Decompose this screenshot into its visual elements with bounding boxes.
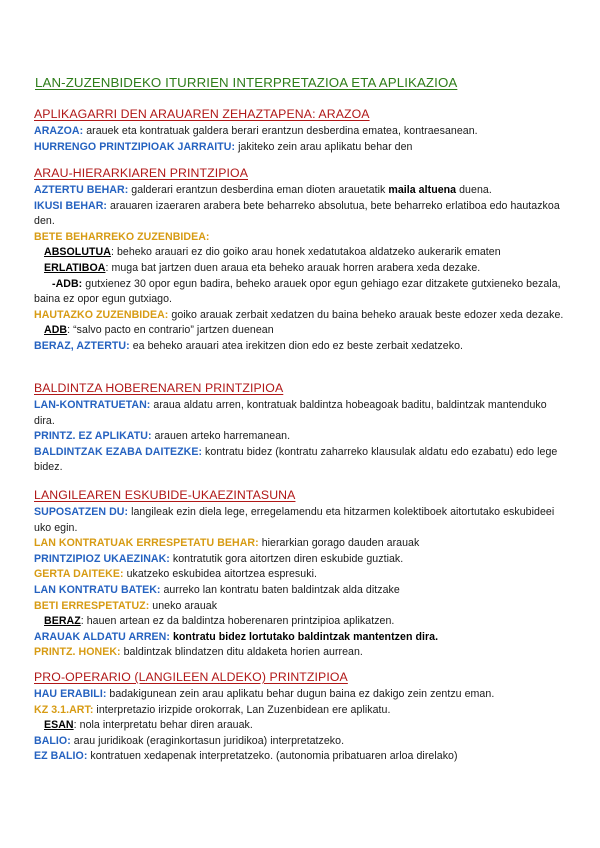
paragraph (34, 323, 564, 339)
paragraph (34, 398, 564, 429)
term: LAN KONTRATUAK ERRESPETATU BEHAR: (34, 537, 259, 550)
text: interpretazio irizpide orokorrak, Lan Zuzenbidean ere aplikatu. (93, 703, 391, 716)
text: goiko arauak zerbait xedatzen du baina beheko arauak beste edozer xeda dezake. (168, 308, 564, 321)
paragraph (34, 199, 564, 230)
term: BALDINTZAK EZABA DAITEZKE: (34, 445, 203, 458)
term: BALIO: (34, 734, 71, 747)
term: HAU ERABILI: (34, 688, 107, 700)
text: badakigunean zein arau aplikatu behar dugun baina ez dakigo zein zentzu eman. (106, 688, 495, 700)
section-baldintza-hoberena (34, 381, 564, 476)
term: ABSOLUTUA (44, 246, 111, 259)
paragraph (34, 140, 564, 156)
text: duena. (456, 184, 492, 196)
term: BETI ERRESPETATUZ: (34, 599, 150, 612)
paragraph (34, 277, 564, 308)
text: arau juridikoak (eraginkortasun juridikoa) interpretatzeko. (70, 734, 345, 747)
term: BETE BEHARREKO ZUZENBIDEA: (34, 230, 210, 243)
paragraph (34, 718, 564, 734)
paragraph (34, 567, 564, 583)
paragraph (34, 583, 564, 599)
text: : nola interpretatu behar diren arauak. (73, 719, 253, 732)
paragraph (34, 599, 564, 615)
term: HURRENGO PRINTZIPIOAK JARRAITU: (34, 140, 236, 153)
document-title: LAN-ZUZENBIDEKO ITURRIEN INTERPRETAZIOA ETA APLIKAZIOA (35, 75, 458, 90)
term: BERAZ (44, 615, 81, 628)
term: AZTERTU BEHAR: (34, 184, 129, 196)
text: kontratu bidez (kontratu zaharreko klausulak aldatu edo ezabatu) edo lege bidez. (34, 445, 558, 474)
term: KZ 3.1.ART: (34, 703, 94, 716)
text: galderari erantzun desberdina eman dioten arauetatik (128, 184, 389, 196)
paragraph (34, 308, 564, 324)
section-heading: LANGILEAREN ESKUBIDE-UKAEZINTASUNA (34, 488, 296, 502)
text: hierarkian gorago dauden arauak (258, 537, 420, 550)
term: ADB (44, 324, 68, 337)
text: jakiteko zein arau aplikatu behar den (235, 140, 413, 153)
text: kontratuen xedapenak interpretatzeko. (autonomia pribatuaren arloa direlako) (87, 750, 458, 763)
term: GERTA DAITEKE: (34, 568, 124, 581)
text: ukatzeko eskubidea aitortzea espresuki. (123, 568, 317, 581)
text: arauaren izaeraren arabera bete beharreko absolutua, bete beharreko erlatiboa edo hautazkoa den. (34, 199, 560, 228)
paragraph (34, 749, 564, 765)
term: ARAZOA: (34, 125, 84, 137)
section-ukaezintasuna (34, 488, 564, 661)
emphasis: maila altuena (388, 184, 457, 196)
text: uneko arauak (149, 599, 218, 612)
text: : muga bat jartzen duen araua eta beheko arauak horren arabera xeda dezake. (105, 261, 481, 274)
section-heading: APLIKAGARRI DEN ARAUAREN ZEHAZTAPENA: ARAZOA (34, 107, 370, 121)
section-heading: ARAU-HIERARKIAREN PRINTZIPIOA (34, 166, 249, 180)
section-heading: BALDINTZA HOBERENAREN PRINTZIPIOA (34, 381, 284, 395)
paragraph (34, 734, 564, 750)
section-arazoa (34, 107, 564, 155)
section-arau-hierarkia (34, 166, 564, 355)
paragraph (34, 124, 564, 140)
text: kontratutik gora aitortzen diren eskubide guztiak. (169, 552, 404, 565)
text: baldintzak blindatzen ditu aldaketa horien aurrean. (120, 646, 363, 659)
text: arauek eta kontratuak galdera berari erantzun desberdina ematea, kontraesanean. (83, 125, 478, 137)
paragraph (34, 245, 564, 261)
term: PRINTZ. HONEK: (34, 646, 121, 659)
term: EZ BALIO: (34, 750, 88, 763)
term: LAN-KONTRATUETAN: (34, 399, 151, 411)
term: SUPOSATZEN DU: (34, 506, 129, 518)
paragraph (34, 645, 564, 661)
paragraph (34, 429, 564, 445)
term: PRINTZIPIOZ UKAEZINAK: (34, 552, 170, 565)
section-heading: PRO-OPERARIO (LANGILEEN ALDEKO) PRINTZIPIOA (34, 670, 348, 684)
paragraph (34, 183, 564, 199)
term: PRINTZ. EZ APLIKATU: (34, 430, 152, 443)
text: araua aldatu arren, kontratuak baldintza hobeagoak baditu, baldintzak mantenduko dira. (34, 399, 547, 427)
text: : hauen artean ez da baldintza hoberenaren printzipioa aplikatzen. (80, 615, 395, 628)
text: ea beheko arauari atea irekitzen dion edo ez beste zerbait xedatzeko. (129, 339, 463, 352)
paragraph (34, 536, 564, 552)
section-pro-operario (34, 670, 564, 765)
term: LAN KONTRATU BATEK: (34, 583, 161, 596)
paragraph (34, 703, 564, 719)
text: : “salvo pacto en contrario” jartzen duenean (67, 324, 274, 337)
term: IKUSI BEHAR: (34, 199, 107, 212)
paragraph (34, 445, 564, 476)
paragraph (34, 614, 564, 630)
paragraph (34, 230, 564, 246)
emphasis: kontratu bidez lortutako baldintzak mantentzen dira. (169, 630, 439, 643)
paragraph (34, 261, 564, 277)
term: ESAN (44, 719, 74, 732)
term: -ADB: (52, 277, 83, 290)
paragraph (34, 630, 564, 646)
text: langileak ezin diela lege, erregelamendu eta hitzarmen kolektiboek aitortutako eskubideei uko egin. (34, 506, 555, 534)
text: arauen arteko harremanean. (151, 430, 291, 443)
paragraph (34, 552, 564, 568)
text: : beheko arauari ez dio goiko arau honek xedatutakoa aldatzeko aukerarik ematen (110, 246, 501, 259)
paragraph (34, 505, 564, 536)
text: gutxienez 30 opor egun badira, beheko arauek opor egun gehiago ezar ditzakete gutxieneko bezala, baina ez opor egun gutxiago. (34, 277, 561, 306)
text: aurreko lan kontratu baten baldintzak alda ditzake (160, 583, 400, 596)
term: ERLATIBOA (44, 261, 106, 274)
paragraph (34, 339, 564, 355)
term: BERAZ, AZTERTU: (34, 339, 130, 352)
term: ARAUAK ALDATU ARREN: (34, 630, 170, 643)
term: HAUTAZKO ZUZENBIDEA: (34, 308, 169, 321)
paragraph (34, 687, 564, 703)
